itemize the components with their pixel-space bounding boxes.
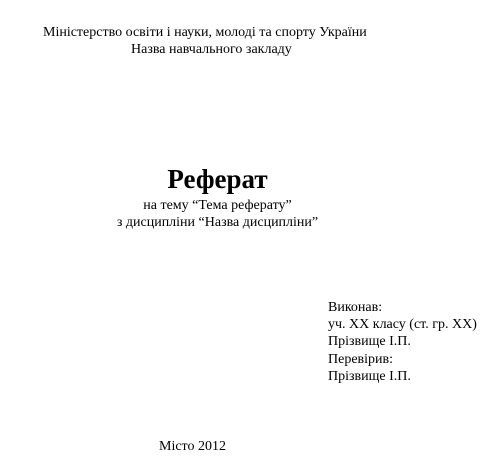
- document-title: Реферат: [167, 164, 268, 194]
- performed-by-label: Виконав:: [328, 300, 383, 315]
- teacher-name: Прізвище І.П.: [328, 368, 411, 384]
- signature-block: [328, 299, 477, 385]
- checked-by-label: Перевірив:: [328, 351, 394, 367]
- topic-line: на тему “Тема реферату”: [143, 198, 292, 213]
- city-year: Місто 2012: [159, 439, 226, 454]
- student-name: Прізвище І.П.: [328, 334, 411, 350]
- discipline-line: з дисципліни “Назва дисципліни”: [116, 215, 319, 230]
- student-class: уч. ХХ класу (ст. гр. ХХ): [328, 317, 477, 333]
- institution-name: Назва навчального закладу: [131, 42, 292, 57]
- ministry-name: Міністерство освіти і науки, молоді та спорту України: [43, 25, 367, 40]
